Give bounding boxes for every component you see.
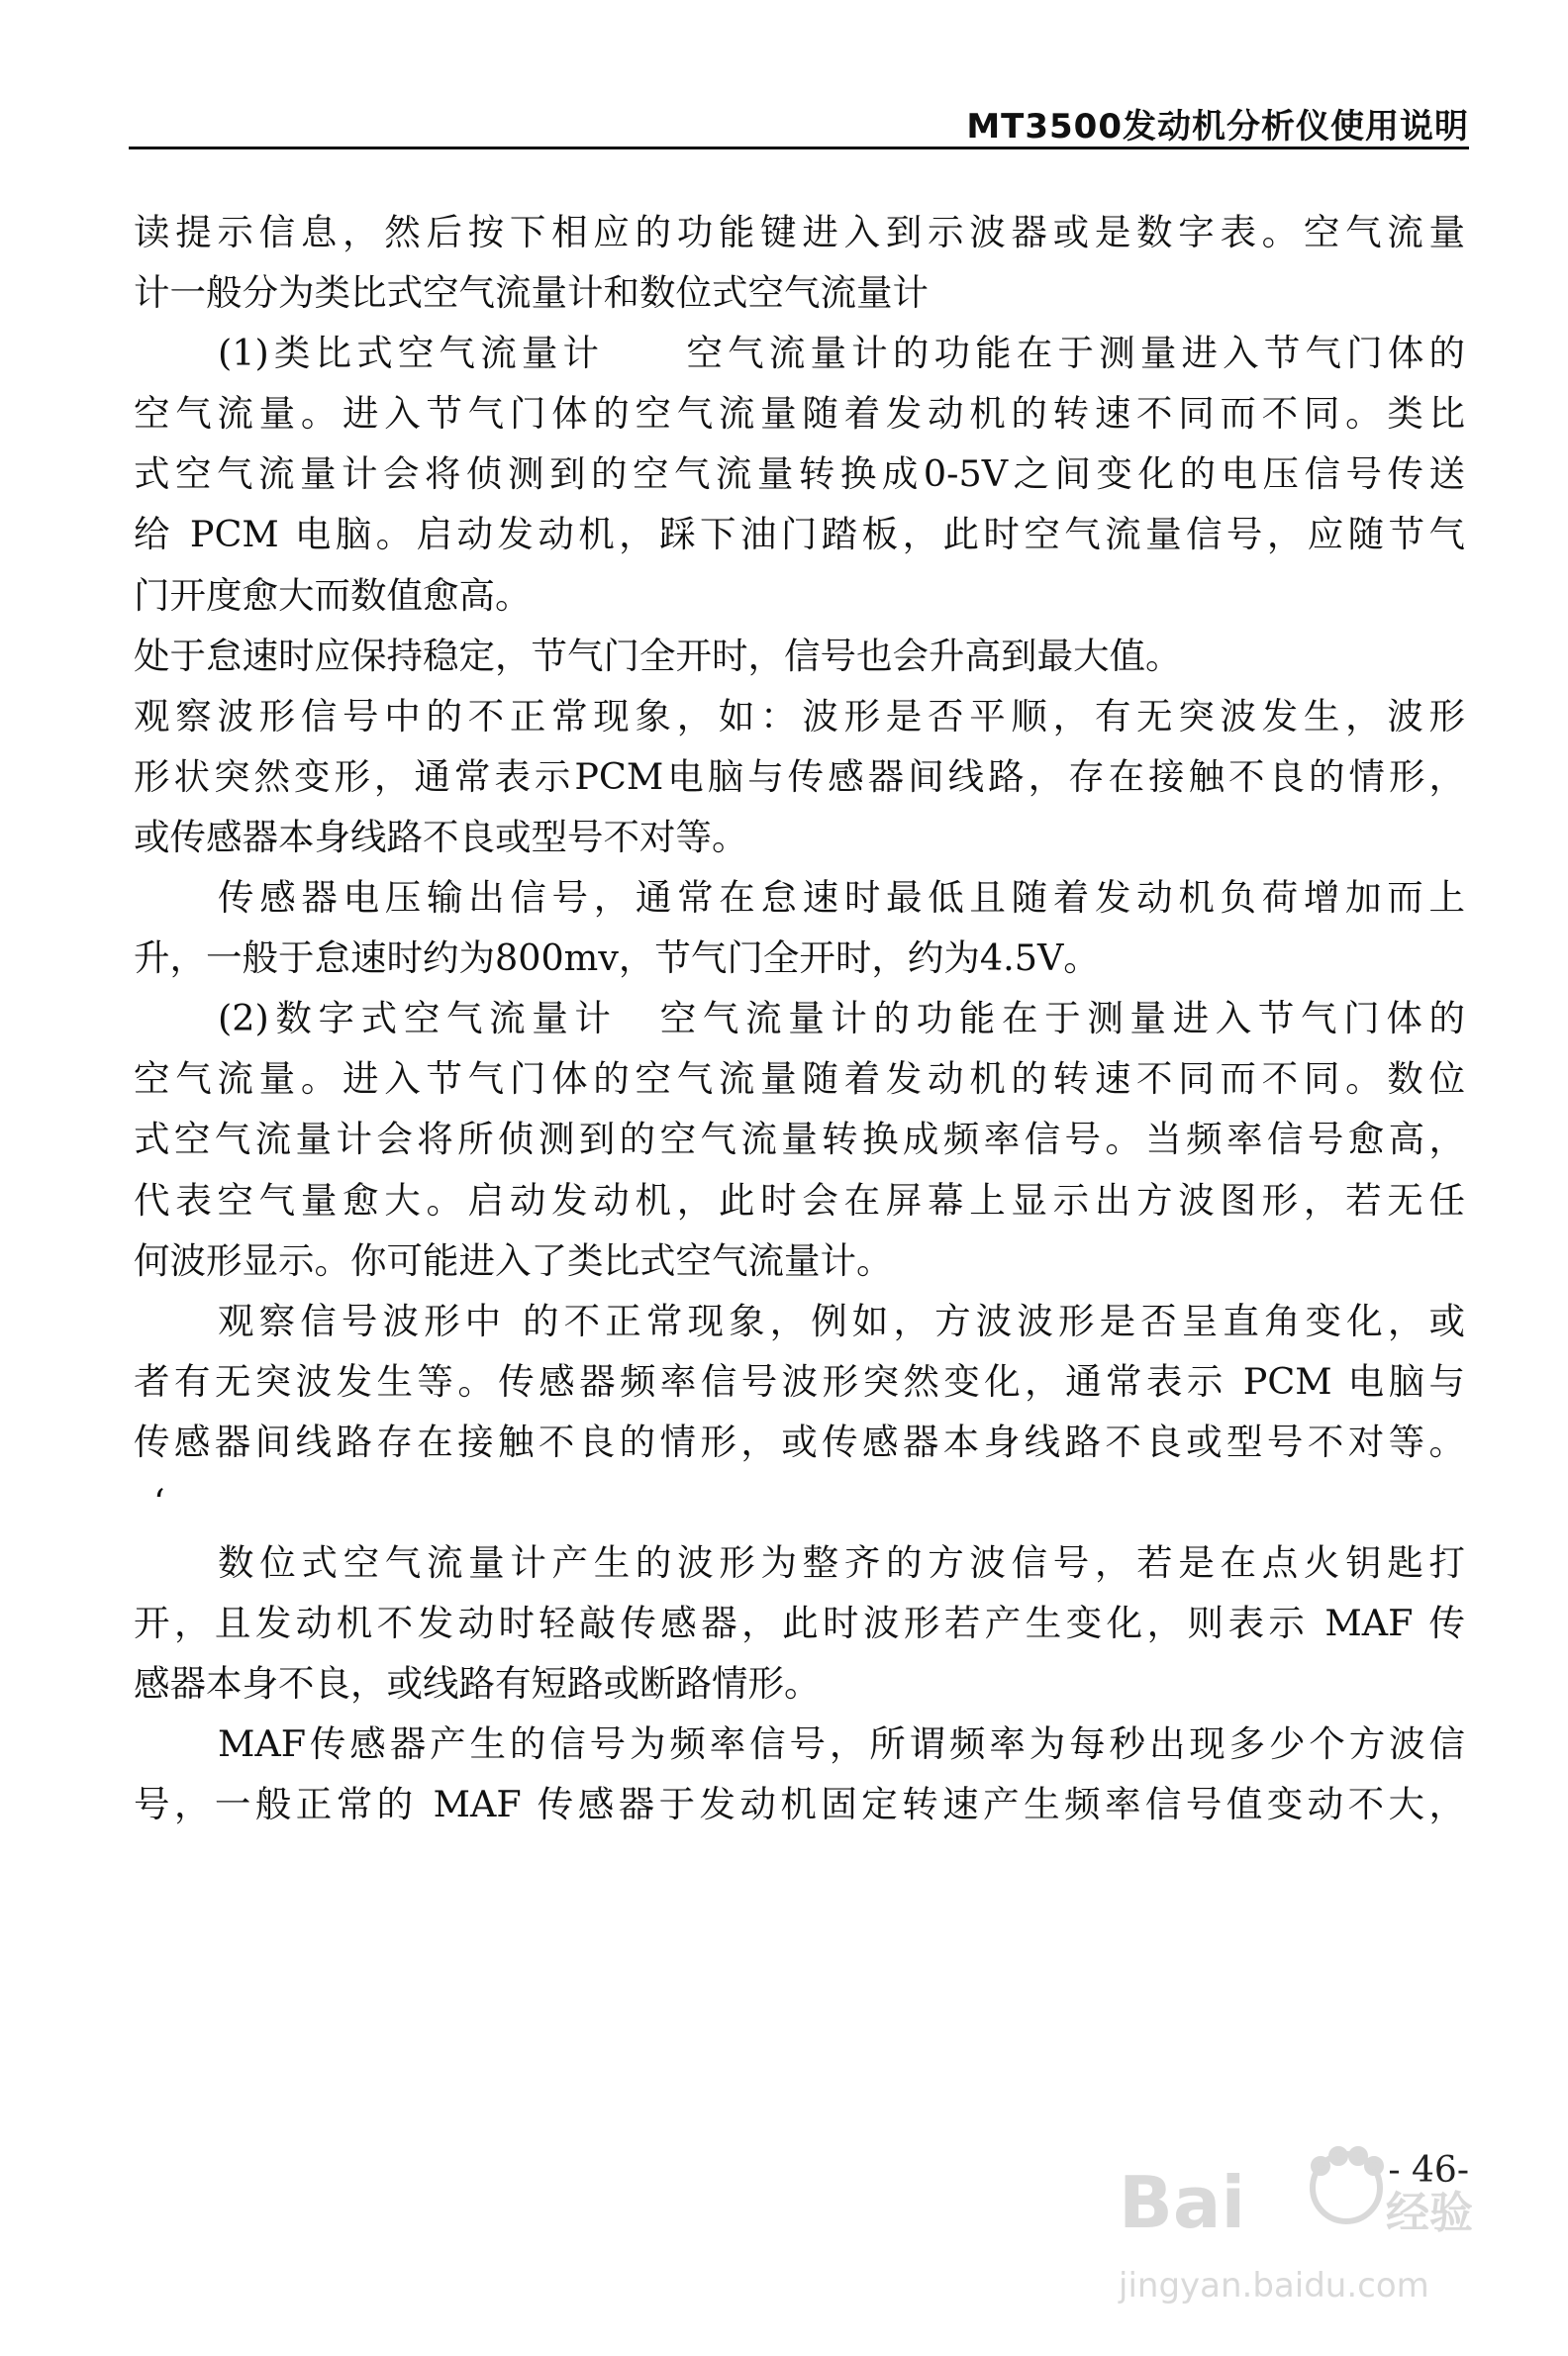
text-line: 计一般分为类比式空气流量计和数位式空气流量计: [134, 271, 929, 315]
text-line: 式空气流量计会将侦测到的空气流量转换成0-5V之间变化的电压信号传送: [134, 452, 1465, 496]
text-line: 传感器电压输出信号，通常在怠速时最低且随着发动机负荷增加而上: [218, 876, 1465, 920]
text-line: MAF传感器产生的信号为频率信号，所谓频率为每秒出现多少个方波信: [218, 1722, 1465, 1766]
header-title: MT3500发动机分析仪使用说明: [966, 107, 1469, 147]
text-line: 号，一般正常的 MAF 传感器于发动机固定转速产生频率信号值变动不大，: [134, 1783, 1465, 1826]
text-line: 或传感器本身线路不良或型号不对等。: [134, 815, 748, 858]
baidu-jingyan-watermark: [1109, 2118, 1485, 2326]
page-number: - 46-: [1388, 2150, 1469, 2191]
text-line: 传感器间线路存在接触不良的情形，或传感器本身线路不良或型号不对等。: [134, 1420, 1465, 1463]
text-line: 感器本身不良，或线路有短路或断路情形。: [134, 1662, 821, 1706]
text-line: 代表空气量愈大。启动发动机，此时会在屏幕上显示出方波图形，若无任: [134, 1178, 1465, 1222]
text-line: 升，一般于怠速时约为800mv，节气门全开时，约为4.5V。: [134, 936, 1100, 980]
text-line: 空气流量。进入节气门体的空气流量随着发动机的转速不同而不同。数位: [134, 1057, 1465, 1101]
text-line: 形状突然变形，通常表示PCM电脑与传感器间线路，存在接触不良的情形，: [134, 754, 1465, 798]
text-line: 处于怠速时应保持稳定，节气门全开时，信号也会升高到最大值。: [134, 634, 1182, 677]
text-line: (1)类比式空气流量计 空气流量计的功能在于测量进入节气门体的: [218, 332, 1465, 375]
svg-text:经验: 经验: [1386, 2188, 1473, 2238]
text-line: 观察信号波形中 的不正常现象，例如，方波波形是否呈直角变化，或: [218, 1299, 1465, 1342]
svg-text:jingyan.baidu.com: jingyan.baidu.com: [1119, 2266, 1429, 2306]
text-line: 读提示信息，然后按下相应的功能键进入到示波器或是数字表。空气流量: [134, 211, 1465, 253]
header-rule: [129, 147, 1469, 149]
text-line: ‘: [153, 1480, 165, 1523]
text-line: 数位式空气流量计产生的波形为整齐的方波信号，若是在点火钥匙打: [218, 1541, 1465, 1585]
text-line: 给 PCM 电脑。启动发动机，踩下油门踏板，此时空气流量信号，应随节气: [134, 513, 1465, 556]
text-line: (2)数字式空气流量计 空气流量计的功能在于测量进入节气门体的: [218, 997, 1465, 1040]
text-line: 何波形显示。你可能进入了类比式空气流量计。: [134, 1238, 893, 1282]
text-line: 门开度愈大而数值愈高。: [134, 573, 532, 617]
text-line: 观察波形信号中的不正常现象，如：波形是否平顺，有无突波发生，波形: [134, 694, 1465, 737]
svg-text:Bai: Bai: [1119, 2161, 1246, 2244]
text-line: 式空气流量计会将所侦测到的空气流量转换成频率信号。当频率信号愈高，: [134, 1118, 1465, 1161]
body-text: [134, 202, 1465, 1835]
text-line: 者有无突波发生等。传感器频率信号波形突然变化，通常表示 PCM 电脑与: [134, 1359, 1465, 1403]
text-line: 空气流量。进入节气门体的空气流量随着发动机的转速不同而不同。类比: [134, 392, 1465, 436]
text-line: 开，且发动机不发动时轻敲传感器，此时波形若产生变化，则表示 MAF 传: [134, 1602, 1465, 1645]
